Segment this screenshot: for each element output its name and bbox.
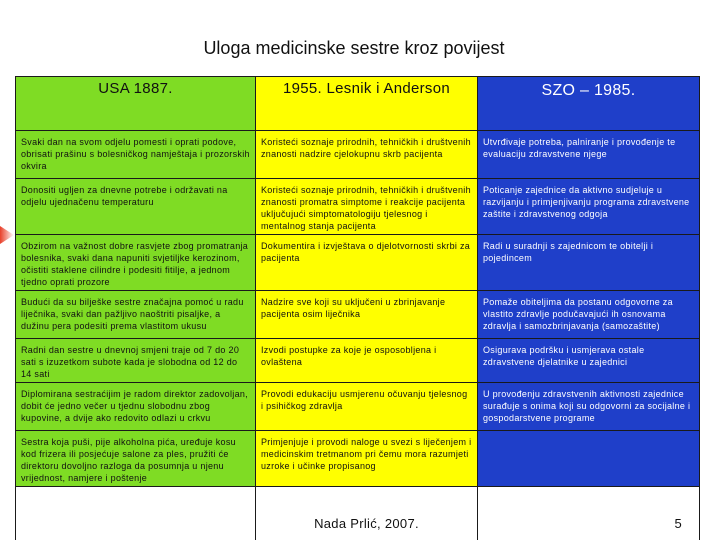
table-row [16,383,700,431]
header-lesnik-anderson: 1955. Lesnik i Anderson [256,77,478,131]
cell-lesnik: Koristeći soznaje prirodnih, tehničkih i društvenih znanosti nadzire cjelokupnu skrb pacijenta [256,131,478,179]
table-row [16,291,700,339]
slide-title: Uloga medicinske sestre kroz povijest [203,38,505,58]
cell-lesnik: Nadzire sve koji su uključeni u zbrinjavanje pacijenta osim liječnika [256,291,478,339]
footer-empty-cell [16,487,256,540]
table-row [16,339,700,383]
cell-usa: Radni dan sestre u dnevnoj smjeni traje od 7 do 20 sati s izuzetkom subote kada je slobodna od 12 do 14 sati [16,339,256,383]
cell-lesnik: Dokumentira i izvještava o djelotvornosti skrbi za pacijenta [256,235,478,291]
table-row [16,131,700,179]
comparison-table [15,76,700,540]
red-accent-shape [0,226,14,244]
footer-page-cell [478,487,700,540]
footer-author-cell [256,487,478,540]
header-usa-1887: USA 1887. [16,77,256,131]
cell-szo: U provođenju zdravstvenih aktivnosti zajednice surađuje s onima koji su odgovorni za socijalne i gospodarstvene programe [478,383,700,431]
cell-lesnik: Izvodi postupke za koje je osposobljena i ovlaštena [256,339,478,383]
cell-szo: Poticanje zajednice da aktivno sudjeluje u razvijanju i primjenjivanju programa zdravstvene zaštite i zdravstvenog odgoja [478,179,700,235]
footer-row [16,487,700,540]
cell-usa: Obzirom na važnost dobre rasvjete zbog promatranja bolesnika, svaki dana napuniti svjetiljke kerozinom, očistiti staklene cilindre i podesiti fitilje, a jednom tjedno oprati prozore [16,235,256,291]
header-szo-1985: SZO – 1985. [478,77,700,131]
cell-usa: Budući da su bilješke sestre značajna pomoć u radu liječnika, svaki dan pažljivo naoštriti pisaljke, a dužinu pera podesiti prema vlastitom ukusu [16,291,256,339]
cell-usa: Donositi ugljen za dnevne potrebe i održavati na odjelu ujednačenu temperaturu [16,179,256,235]
cell-usa: Svaki dan na svom odjelu pomesti i oprati podove, obrisati prašinu s bolesničkog namještaja i prozorskih okvira [16,131,256,179]
cell-lesnik: Primjenjuje i provodi naloge u svezi s liječenjem i medicinskim tretmanom pri čemu mora razumjeti uzroke i učinke propisanog [256,431,478,487]
cell-szo: Radi u suradnji s zajednicom te obitelji i pojedincem [478,235,700,291]
table-row [16,431,700,487]
cell-szo [478,431,700,487]
footer-author: Nada Prlić, 2007. [314,516,419,531]
table-row [16,179,700,235]
cell-lesnik: Provodi edukaciju usmjerenu očuvanju tjelesnog i psihičkog zdravlja [256,383,478,431]
table-row [16,235,700,291]
page-number: 5 [674,516,682,531]
cell-szo: Osigurava podršku i usmjerava ostale zdravstvene djelatnike u zajednici [478,339,700,383]
cell-usa: Diplomirana sestraćijim je radom direktor zadovoljan, dobit će jedno večer u tjednu slobodnu zbog kupovine, a dvije ako redovito odlazi u crkvu [16,383,256,431]
cell-lesnik: Koristeći soznaje prirodnih, tehničkih i društvenih znanosti promatra simptome i reakcije pacijenta uključujući simptomatologiju tjelesnog i mentalnog stanja pacijenta [256,179,478,235]
cell-szo: Utvrđivaje potreba, palniranje i provođenje te evaluaciju zdravstvene njege [478,131,700,179]
cell-usa: Sestra koja puši, pije alkoholna pića, uređuje kosu kod frizera ili posjećuje salone za ples, pružiti će direktoru dovoljno razloga da posumnja u njenu vrijednost, namjere i poštenje [16,431,256,487]
header-row [16,77,700,131]
cell-szo: Pomaže obiteljima da postanu odgovorne za vlastito zdravlje podučavajući ih osnovama zdravlja i samozbrinjavanja (samozaštite) [478,291,700,339]
